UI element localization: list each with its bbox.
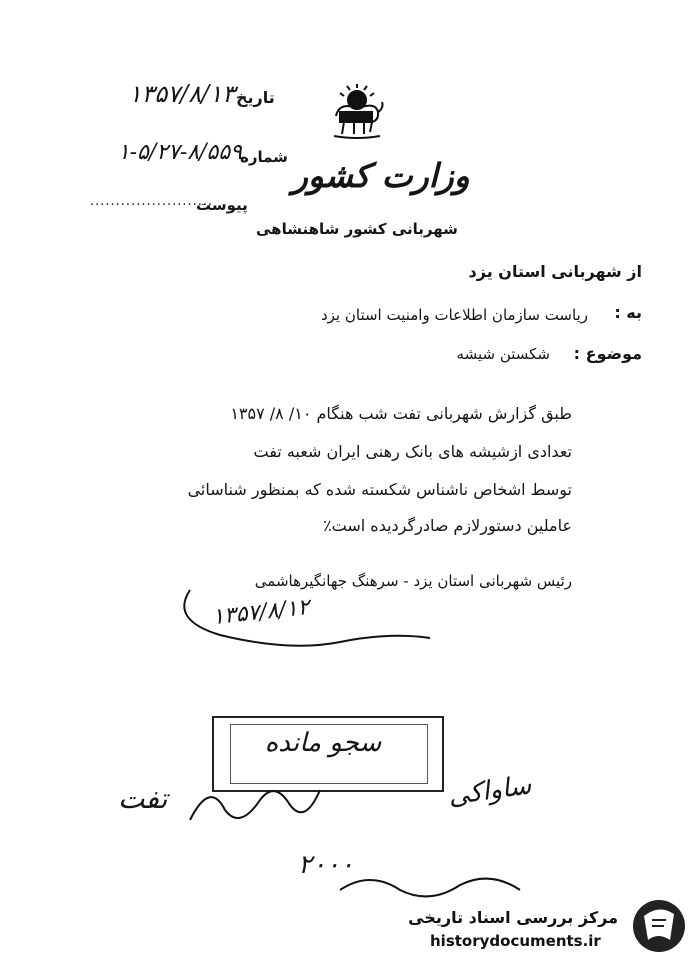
- attachment-value: ........................: [90, 194, 214, 209]
- body-line-4: عاملین دستورلازم صادرگردیده است٪: [323, 516, 572, 535]
- number-label: شماره: [240, 148, 288, 166]
- from-line: از شهربانی استان یزد: [468, 262, 642, 281]
- handwritten-scribble: [180, 760, 330, 840]
- body-line-2: تعدادی ازشیشه های بانک رهنی ایران شعبه تفت: [253, 442, 572, 461]
- watermark-title: مرکز بررسی اسناد تاریخی: [408, 908, 618, 927]
- subject-value: شکستن شیشه: [456, 345, 550, 363]
- handwritten-note-1: ساواکی: [446, 770, 534, 812]
- body-line-1: طبق گزارش شهربانی تفت شب هنگام ۱۰/ ۸/ ۱۳۵۷: [230, 404, 572, 423]
- subject-label: موضوع :: [573, 344, 642, 363]
- signature-date: ۱۳۵۷/۸/۱۲: [210, 594, 311, 631]
- handwritten-note-3: ۲۰۰۰: [298, 850, 354, 880]
- handwritten-note-2: تفت: [118, 782, 168, 815]
- to-label: به :: [614, 303, 642, 322]
- to-value: ریاست سازمان اطلاعات وامنیت استان یزد: [320, 306, 588, 324]
- lion-and-sun-emblem: [326, 82, 388, 140]
- stamp-text: سجو مانده: [264, 728, 382, 758]
- watermark-logo-icon: [630, 896, 688, 956]
- attachment-label: پیوست: [196, 196, 248, 214]
- ministry-title: وزارت کشور: [292, 156, 470, 195]
- date-label: تاریخ: [236, 88, 275, 107]
- number-value: ۱-۵/۲۷-۸/۵۵۹: [117, 140, 242, 165]
- signature-title: رئیس شهربانی استان یزد - سرهنگ جهانگیرهاشمی: [254, 572, 572, 590]
- watermark-url: historydocuments.ir: [430, 932, 601, 950]
- body-line-3: توسط اشخاص ناشناس شکسته شده که بمنظور شناسائی: [187, 480, 572, 499]
- department-name: شهربانی کشور شاهنشاهی: [256, 220, 458, 238]
- date-value: ۱۳۵۷/۸/۱۳: [128, 80, 235, 108]
